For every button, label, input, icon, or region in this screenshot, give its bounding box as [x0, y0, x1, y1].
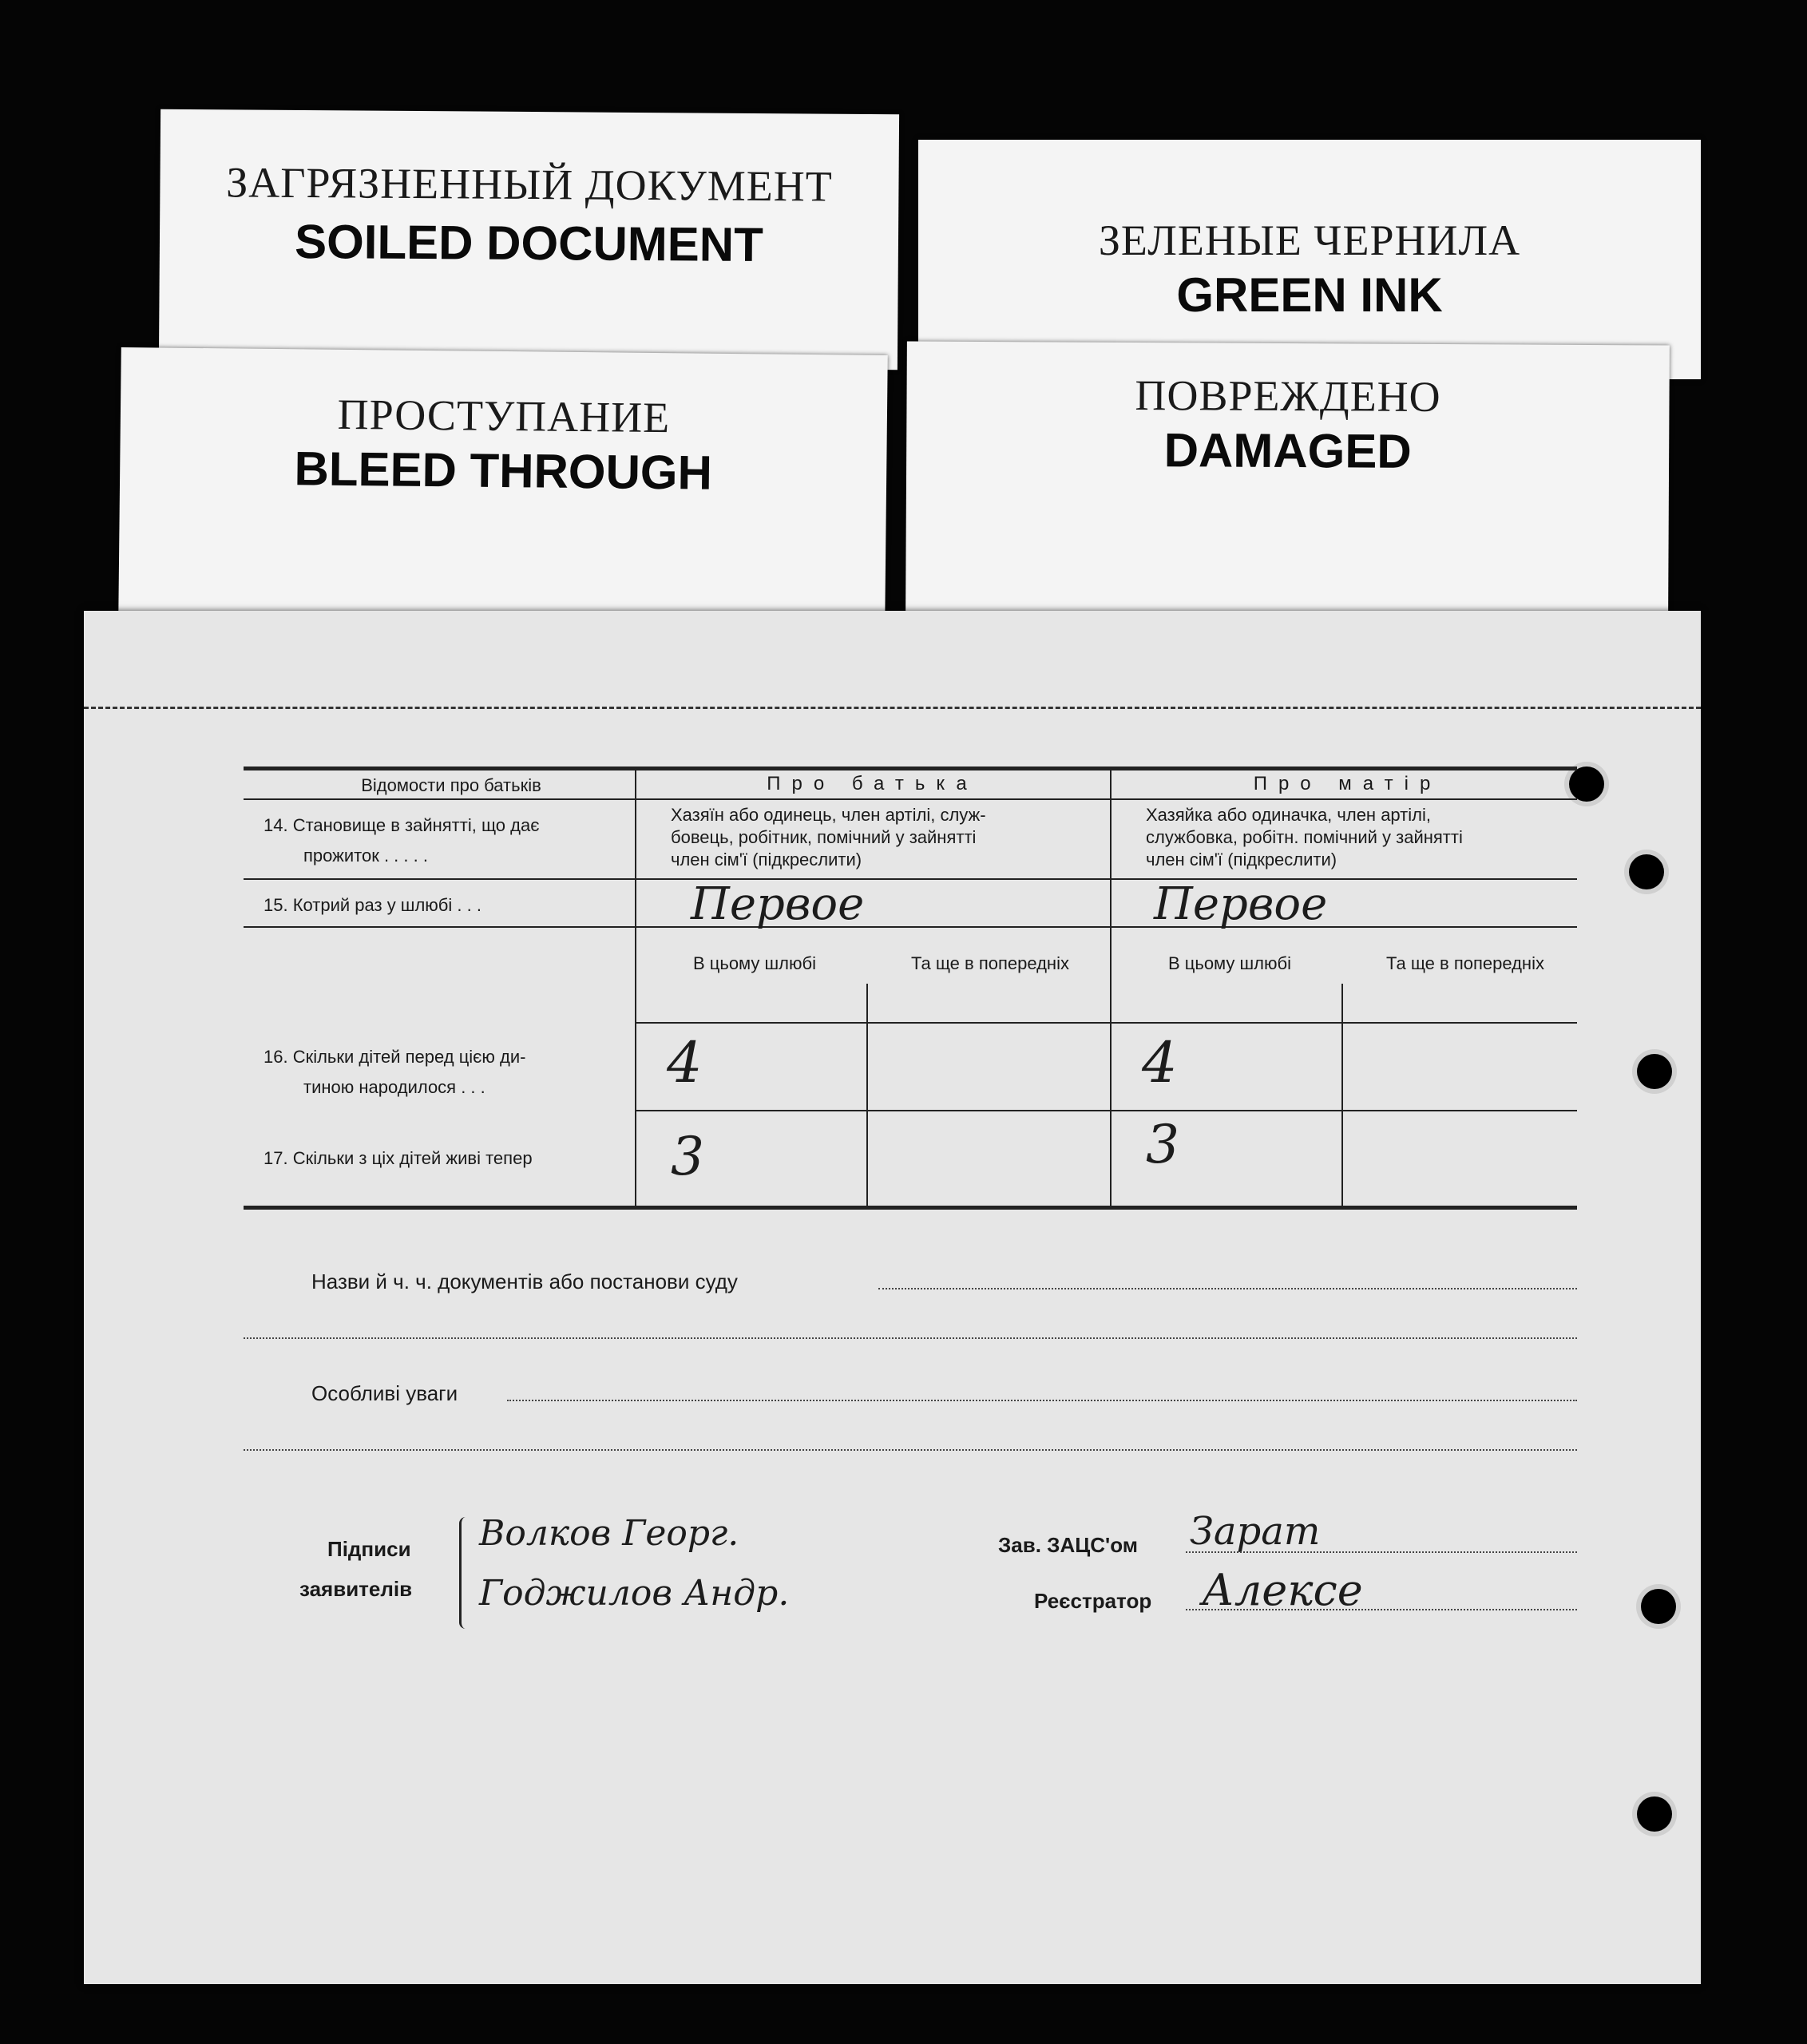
row15-label: 15. Котрий раз у шлюбі . . . [264, 895, 481, 915]
signatures-label-line1: Підписи [327, 1537, 411, 1561]
soiled-document-card [159, 109, 899, 370]
soiled-ru-label: ЗАГРЯЗНЕННЫЙ ДОКУМЕНТ [226, 158, 833, 211]
father-previous-header: Та ще в попередніх [911, 953, 1069, 973]
bleed-ru-label: ПРОСТУПАНИЕ [337, 390, 671, 442]
damaged-ru-label: ПОВРЕЖДЕНО [1135, 370, 1441, 422]
punch-hole [1629, 854, 1664, 889]
signatures-label-line2: заявителів [299, 1577, 413, 1601]
row17-father-this-value: 3 [671, 1126, 704, 1187]
row17-label: 17. Скільки з ціх дітей живі тепер [264, 1148, 533, 1168]
green-ink-en-label: GREEN INK [1176, 268, 1443, 322]
header-mother: Про матір [1253, 773, 1442, 794]
documents-label: Назви й ч. ч. документів або постанови суду [311, 1270, 738, 1293]
damaged-en-label: DAMAGED [1163, 423, 1412, 478]
perforation-line [84, 707, 1701, 709]
row16-mother-this-value: 4 [1142, 1030, 1178, 1095]
punch-hole [1637, 1796, 1672, 1832]
header-parents-info: Відомости про батьків [361, 775, 541, 795]
damaged-card [905, 342, 1670, 617]
row17-mother-this-value: 3 [1146, 1114, 1179, 1175]
applicant-signature-1: Волков Георг. [479, 1513, 739, 1554]
row14-father-line1: Хазяїн або одинець, член артілі, служ- [671, 805, 986, 825]
soiled-en-label: SOILED DOCUMENT [294, 214, 764, 272]
row14-mother-line1: Хазяйка або одиначка, член артілі, [1146, 805, 1431, 825]
parents-info-table [244, 773, 1577, 1187]
applicant-signature-2: Годжилов Андр. [479, 1573, 790, 1614]
father-this-marriage-header: В цьому шлюбі [692, 953, 817, 973]
mother-this-marriage-header: В цьому шлюбі [1167, 953, 1292, 973]
green-ink-ru-label: ЗЕЛЕНЫЕ ЧЕРНИЛА [1098, 216, 1521, 264]
row14-label-line1: 14. Становище в зайнятті, що дає [264, 815, 540, 835]
header-father: Про батька [767, 773, 978, 794]
registrar-label: Реєстратор [1034, 1589, 1152, 1613]
bleed-through-card [118, 347, 888, 627]
row15-father-value: Первое [691, 878, 865, 930]
head-zags-label: Зав. ЗАЦС'ом [998, 1533, 1138, 1557]
head-zags-signature: Зарат [1190, 1509, 1321, 1554]
registrar-signature: Алексе [1202, 1565, 1363, 1615]
row14-mother-line2: службовка, робітн. помічний у зайнятті [1146, 827, 1463, 847]
bleed-en-label: BLEED THROUGH [294, 442, 713, 500]
registration-form-sheet [84, 611, 1701, 1984]
row15-mother-value: Первое [1154, 878, 1328, 930]
row16-father-this-value: 4 [667, 1030, 703, 1095]
punch-hole [1641, 1589, 1676, 1624]
row14-father-line3: член сім'ї (підкреслити) [671, 850, 862, 869]
notes-label: Особливі уваги [311, 1381, 458, 1405]
row14-mother-line3: член сім'ї (підкреслити) [1146, 850, 1337, 869]
row14-father-line2: бовець, робітник, помічний у зайнятті [671, 827, 977, 847]
row16-label-line2: тиною народилося . . . [303, 1077, 485, 1097]
row16-label-line1: 16. Скільки дітей перед цією ди- [264, 1047, 526, 1067]
signatures-brace [459, 1517, 471, 1629]
row14-label-line2: прожиток . . . . . [303, 846, 428, 866]
punch-hole [1637, 1054, 1672, 1089]
mother-previous-header: Та ще в попередніх [1386, 953, 1544, 973]
